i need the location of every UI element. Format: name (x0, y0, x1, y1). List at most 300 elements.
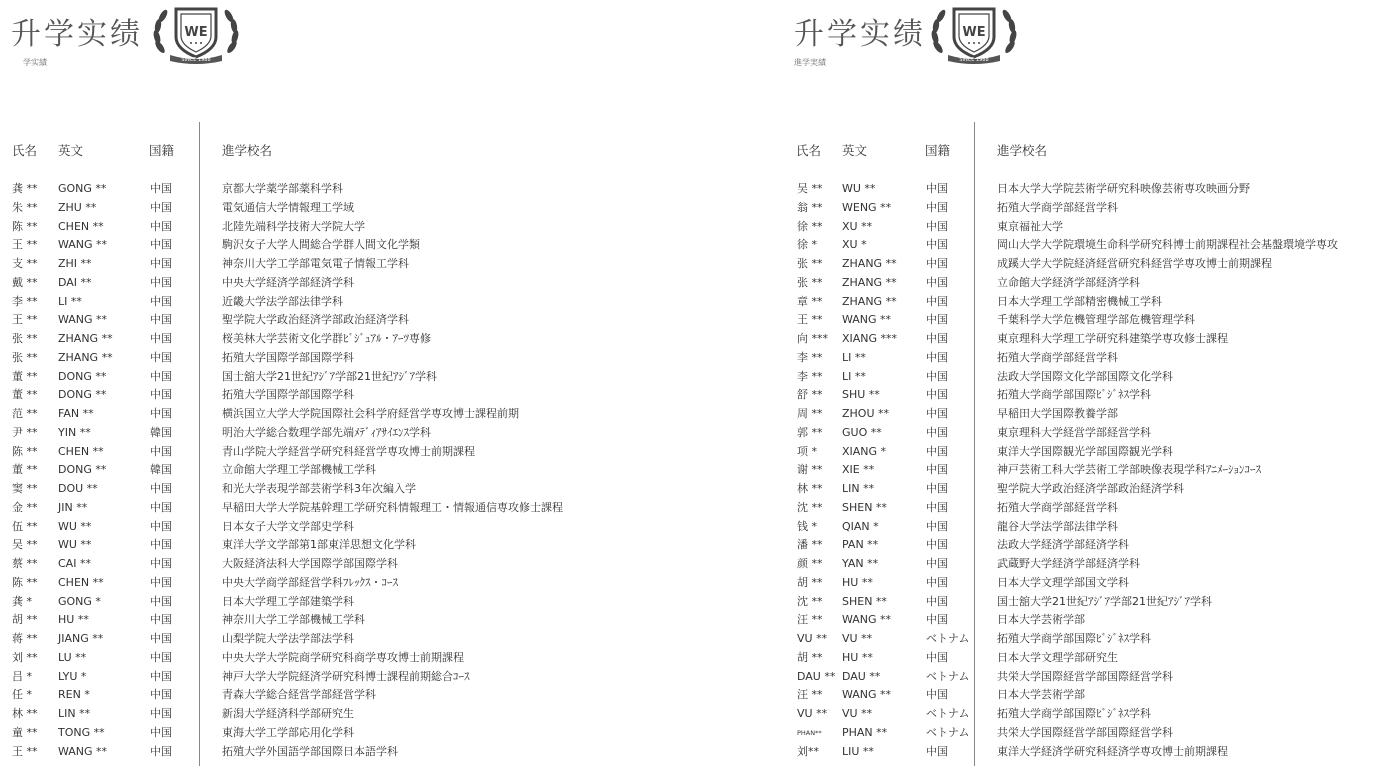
student-name: 向 *** (797, 332, 828, 345)
student-english-name: DONG ** (58, 369, 107, 383)
student-english-name: WU ** (58, 519, 92, 533)
student-name: 金 ** (12, 500, 38, 514)
school-name: 拓殖大学商学部国際ﾋﾞｼﾞﾈｽ学科 (997, 388, 1151, 402)
student-english-name: XIANG *** (842, 332, 898, 345)
student-english-name: DONG ** (58, 463, 107, 477)
student-nationality: 中国 (926, 332, 948, 345)
school-name: 龍谷大学法学部法律学科 (997, 519, 1118, 533)
student-name: PHAN** (797, 728, 822, 737)
student-name: 范 ** (12, 407, 38, 420)
school-name: 明治大学総合数理学部先端ﾒﾃﾞｨｱｻｲｴﾝｽ学科 (222, 425, 431, 439)
school-name: 拓殖大学国際学部国際学科 (222, 388, 354, 402)
student-nationality: 中国 (926, 388, 948, 402)
student-nationality: ベトナム (926, 725, 970, 739)
results-list-left (0, 180, 600, 761)
table-row (0, 461, 600, 480)
table-row (0, 199, 600, 218)
student-name: 林 ** (797, 482, 823, 495)
school-name: 拓殖大学商学部経営学科 (997, 200, 1118, 214)
student-english-name: ZHANG ** (842, 275, 897, 289)
school-name: 京都大学薬学部薬科学科 (222, 182, 343, 195)
table-row (785, 330, 1373, 349)
school-name: 拓殖大学商学部経営学科 (997, 500, 1118, 514)
student-english-name: SHU ** (842, 388, 880, 402)
laurel-right-icon (223, 8, 240, 54)
student-english-name: ZHANG ** (842, 257, 897, 270)
student-name: VU ** (797, 632, 828, 645)
laurel-left-icon (152, 8, 169, 54)
table-row (785, 218, 1373, 237)
school-name: 拓殖大学商学部国際ﾋﾞｼﾞﾈｽ学科 (997, 632, 1151, 645)
school-name: 共栄大学国際経営学部国際経営学科 (997, 725, 1173, 739)
student-english-name: DAI ** (58, 275, 92, 289)
student-name: 胡 ** (797, 575, 823, 589)
school-name: 立命館大学経済学部経済学科 (997, 275, 1140, 289)
student-nationality: 中国 (926, 425, 948, 439)
page-subtitle: 進学実績 (794, 58, 826, 67)
student-english-name: XIE ** (842, 463, 875, 477)
school-name: 山梨学院大学法学部法学科 (222, 632, 354, 645)
student-name: 刘 ** (12, 650, 38, 664)
table-row (0, 499, 600, 518)
table-row (0, 611, 600, 630)
table-row (785, 611, 1373, 630)
table-row (0, 386, 600, 405)
student-nationality: 韓国 (150, 463, 172, 477)
school-name: 神戸芸術工科大学芸術工学部映像表現学科ｱﾆﾒｰｼｮﾝｺｰｽ (997, 463, 1261, 477)
student-nationality: 中国 (926, 463, 948, 477)
student-name: 项 * (797, 444, 817, 458)
school-name: 共栄大学国際経営学部国際経営学科 (997, 669, 1173, 683)
laurel-right-icon (1001, 8, 1018, 54)
student-nationality: 中国 (150, 482, 172, 495)
table-row (0, 555, 600, 574)
student-name: 伍 ** (12, 519, 38, 533)
student-nationality: 中国 (926, 500, 948, 514)
student-english-name: HU ** (842, 650, 873, 664)
student-nationality: 中国 (150, 257, 172, 270)
student-name: 王 ** (12, 744, 38, 758)
student-name: 童 ** (12, 725, 38, 739)
student-name: 郭 ** (797, 425, 823, 439)
student-nationality: 中国 (926, 369, 948, 383)
table-row (785, 255, 1373, 274)
student-name: 董 ** (12, 388, 38, 402)
student-english-name: PHAN ** (842, 725, 888, 739)
student-name: 徐 * (797, 238, 817, 252)
student-name: 龚 ** (12, 182, 38, 195)
student-english-name: QIAN * (842, 519, 879, 533)
student-nationality: 中国 (926, 575, 948, 589)
student-nationality: 中国 (150, 294, 172, 308)
right-panel (785, 0, 1373, 781)
student-name: 李 ** (797, 369, 823, 383)
student-name: 张 ** (12, 350, 38, 364)
school-name: 成蹊大学大学院経済経営研究科経営学専攻博士前期課程 (997, 257, 1272, 270)
table-row (0, 743, 600, 762)
student-name: 舒 ** (797, 388, 823, 402)
student-english-name: WANG ** (58, 313, 108, 327)
student-name: 刘** (797, 744, 819, 758)
school-name: 東洋大学文学部第1部東洋思想文化学科 (222, 538, 416, 552)
table-row (0, 593, 600, 612)
school-name: 東京理科大学理工学研究科建築学専攻修士課程 (997, 332, 1228, 345)
student-english-name: CHEN ** (58, 444, 104, 458)
student-nationality: 中国 (926, 313, 948, 327)
student-english-name: WANG ** (842, 313, 892, 327)
table-row (0, 311, 600, 330)
table-row (0, 668, 600, 687)
table-row (785, 724, 1373, 743)
school-name: 東洋大学国際観光学部国際観光学科 (997, 444, 1173, 458)
student-name: 陈 ** (12, 575, 38, 589)
table-row (0, 424, 600, 443)
student-english-name: DOU ** (58, 482, 98, 495)
student-english-name: SHEN ** (842, 594, 887, 608)
school-name: 日本大学文理学部国文学科 (997, 575, 1129, 589)
student-name: DAU ** (797, 669, 836, 683)
table-row (785, 368, 1373, 387)
school-name: 岡山大学大学院環境生命科学研究科博士前期課程社会基盤環境学専攻 (997, 238, 1338, 252)
table-row (785, 668, 1373, 687)
school-name: 中央大学大学院商学研究科商学専攻博士前期課程 (222, 650, 464, 664)
school-name: 日本大学芸術学部 (997, 688, 1085, 702)
student-nationality: 中国 (150, 350, 172, 364)
student-english-name: SHEN ** (842, 500, 887, 514)
school-name: 日本大学文理学部研究生 (997, 650, 1118, 664)
student-name: 章 ** (797, 294, 823, 308)
school-name: 法政大学経済学部経済学科 (997, 538, 1129, 552)
student-english-name: LIU ** (842, 744, 874, 758)
student-nationality: 中国 (926, 219, 948, 233)
table-row (0, 705, 600, 724)
student-name: VU ** (797, 707, 828, 720)
school-name: 日本女子大学文学部史学科 (222, 519, 354, 533)
student-nationality: 中国 (150, 707, 172, 720)
table-row (0, 349, 600, 368)
school-name: 青森大学総合経営学部経営学科 (222, 688, 376, 702)
student-name: 吴 ** (12, 538, 38, 552)
table-row (785, 536, 1373, 555)
student-name: 朱 ** (12, 200, 38, 214)
student-nationality: 中国 (150, 613, 172, 627)
student-english-name: HU ** (842, 575, 873, 589)
school-name: 神奈川大学工学部機械工学科 (222, 613, 365, 627)
student-english-name: LI ** (842, 369, 866, 383)
student-name: 陈 ** (12, 219, 38, 233)
student-nationality: 中国 (926, 557, 948, 570)
student-nationality: 中国 (926, 688, 948, 702)
school-name: 新潟大学経済科学部研究生 (222, 707, 354, 720)
student-english-name: JIANG ** (58, 632, 104, 645)
school-name: 東京福祉大学 (997, 219, 1063, 233)
school-name: 拓殖大学商学部経営学科 (997, 350, 1118, 364)
student-nationality: ベトナム (926, 707, 970, 720)
student-english-name: VU ** (842, 632, 873, 645)
student-nationality: 中国 (150, 238, 172, 252)
school-name: 聖学院大学政治経済学部政治経済学科 (997, 482, 1184, 495)
table-row (785, 630, 1373, 649)
page-title: 升学实绩 (11, 17, 143, 52)
student-nationality: 中国 (926, 594, 948, 608)
school-name: 国士舘大学21世紀ｱｼﾞｱ学部21世紀ｱｼﾞｱ学科 (997, 594, 1212, 608)
student-nationality: 中国 (926, 407, 948, 420)
student-nationality: 中国 (150, 632, 172, 645)
table-row (0, 686, 600, 705)
student-nationality: 中国 (926, 613, 948, 627)
table-row (0, 630, 600, 649)
student-nationality: 中国 (150, 669, 172, 683)
table-row (785, 274, 1373, 293)
school-name: 東洋大学経済学研究科経済学専攻博士前期課程 (997, 744, 1228, 758)
school-name: 拓殖大学商学部国際ﾋﾞｼﾞﾈｽ学科 (997, 707, 1151, 720)
student-nationality: 中国 (926, 350, 948, 364)
student-english-name: PAN ** (842, 538, 879, 552)
student-english-name: HU ** (58, 613, 89, 627)
school-name: 青山学院大学経営学研究科経営学専攻博士前期課程 (222, 444, 475, 458)
student-english-name: CHEN ** (58, 575, 104, 589)
table-row (785, 349, 1373, 368)
table-row (0, 649, 600, 668)
student-english-name: ZHOU ** (842, 407, 890, 420)
student-nationality: 中国 (926, 294, 948, 308)
school-name: 神奈川大学工学部電気電子情報工学科 (222, 257, 409, 270)
student-name: 林 ** (12, 707, 38, 720)
school-name: 東海大学工学部応用化学科 (222, 725, 354, 739)
student-english-name: GONG * (58, 594, 101, 608)
school-name: 横浜国立大学大学院国際社会科学府経営学専攻博士課程前期 (222, 407, 519, 420)
student-name: 汪 ** (797, 613, 823, 627)
student-nationality: 中国 (150, 407, 172, 420)
student-nationality: ベトナム (926, 632, 970, 645)
school-name: 法政大学国際文化学部国際文化学科 (997, 369, 1173, 383)
student-english-name: WANG ** (842, 688, 892, 702)
student-name: 胡 ** (797, 650, 823, 664)
student-nationality: 中国 (150, 594, 172, 608)
student-english-name: DONG ** (58, 388, 107, 402)
student-nationality: 中国 (150, 575, 172, 589)
logo-since: SINCE 1988 (959, 57, 989, 63)
table-row (785, 424, 1373, 443)
student-nationality: 中国 (150, 332, 172, 345)
student-english-name: XU * (842, 238, 867, 252)
student-name: 胡 ** (12, 613, 38, 627)
school-name: 日本大学大学院芸術学研究科映像芸術専攻映画分野 (997, 182, 1250, 195)
student-name: 任 * (12, 688, 32, 702)
student-english-name: ZHU ** (58, 200, 97, 214)
student-name: 周 ** (797, 407, 823, 420)
table-row (0, 330, 600, 349)
student-nationality: 中国 (150, 444, 172, 458)
student-nationality: 中国 (926, 444, 948, 458)
student-nationality: 中国 (150, 388, 172, 402)
student-nationality: 中国 (150, 557, 172, 570)
student-nationality: 中国 (926, 238, 948, 252)
student-english-name: LIN ** (58, 707, 91, 720)
school-name: 日本大学理工学部建築学科 (222, 594, 354, 608)
student-nationality: 韓国 (150, 425, 172, 439)
school-name: 武蔵野大学経済学部経済学科 (997, 557, 1140, 570)
school-name: 桜美林大学芸術文化学群ﾋﾞｼﾞｭｱﾙ・ｱｰﾂ専修 (222, 332, 431, 345)
student-english-name: WU ** (58, 538, 92, 552)
student-english-name: GONG ** (58, 182, 107, 195)
student-name: 张 ** (797, 257, 823, 270)
student-name: 蔡 ** (12, 557, 38, 570)
student-name: 沈 ** (797, 594, 823, 608)
student-nationality: 中国 (926, 275, 948, 289)
student-name: 窦 ** (12, 482, 38, 495)
student-name: 戴 ** (12, 275, 38, 289)
page-title: 升学实绩 (794, 17, 926, 52)
student-nationality: 中国 (926, 182, 948, 195)
school-name: 早稲田大学国際教養学部 (997, 407, 1118, 420)
laurel-left-icon (930, 8, 947, 54)
table-row (785, 593, 1373, 612)
student-nationality: 中国 (926, 482, 948, 495)
student-name: 钱 * (797, 519, 817, 533)
student-english-name: CHEN ** (58, 219, 104, 233)
student-english-name: XIANG * (842, 444, 887, 458)
table-row (0, 724, 600, 743)
student-nationality: 中国 (150, 650, 172, 664)
table-row (785, 293, 1373, 312)
student-nationality: 中国 (926, 519, 948, 533)
student-name: 颜 ** (797, 557, 823, 570)
table-row (785, 236, 1373, 255)
school-name: 聖学院大学政治経済学部政治経済学科 (222, 313, 409, 327)
table-row (0, 274, 600, 293)
col-header-english: 英文 (58, 143, 84, 158)
table-row (785, 461, 1373, 480)
table-row (785, 199, 1373, 218)
student-english-name: LIN ** (842, 482, 875, 495)
table-row (0, 368, 600, 387)
school-logo-icon (928, 3, 1020, 65)
student-english-name: WENG ** (842, 200, 892, 214)
student-name: 蒋 ** (12, 632, 38, 645)
table-row (785, 555, 1373, 574)
student-nationality: 中国 (150, 688, 172, 702)
table-row (0, 293, 600, 312)
student-name: 王 ** (797, 313, 823, 327)
student-name: 董 ** (12, 369, 38, 383)
table-row (0, 405, 600, 424)
student-name: 龚 * (12, 594, 32, 608)
student-nationality: 中国 (150, 275, 172, 289)
school-name: 北陸先端科学技術大学院大学 (222, 219, 365, 233)
logo-since: SINCE 1988 (181, 57, 211, 63)
table-row (0, 180, 600, 199)
student-nationality: 中国 (926, 538, 948, 552)
student-english-name: WU ** (842, 182, 876, 195)
student-name: 陈 ** (12, 444, 38, 458)
school-name: 国士舘大学21世紀ｱｼﾞｱ学部21世紀ｱｼﾞｱ学科 (222, 369, 437, 383)
student-english-name: GUO ** (842, 425, 882, 439)
school-name: 日本大学理工学部精密機械工学科 (997, 294, 1162, 308)
table-row (0, 518, 600, 537)
table-row (785, 443, 1373, 462)
student-english-name: YAN ** (842, 557, 879, 570)
student-name: 李 ** (12, 294, 38, 308)
col-header-name: 氏名 (12, 143, 38, 158)
school-name: 拓殖大学外国語学部国際日本語学科 (222, 744, 398, 758)
school-name: 大阪経済法科大学国際学部国際学科 (222, 557, 398, 570)
student-english-name: WANG ** (842, 613, 892, 627)
student-english-name: JIN ** (58, 500, 88, 514)
school-name: 駒沢女子大学人間総合学群人間文化学類 (222, 238, 420, 252)
table-row (785, 311, 1373, 330)
student-name: 尹 ** (12, 425, 38, 439)
page-subtitle: 学实績 (23, 58, 47, 67)
table-row (0, 255, 600, 274)
student-english-name: LU ** (58, 650, 87, 664)
school-name: 立命館大学理工学部機械工学科 (222, 463, 376, 477)
student-english-name: YIN ** (58, 425, 91, 439)
student-english-name: DAU ** (842, 669, 881, 683)
school-logo-icon (150, 3, 242, 65)
student-english-name: ZHANG ** (842, 294, 897, 308)
student-english-name: LI ** (842, 350, 866, 364)
student-english-name: ZHANG ** (58, 332, 113, 345)
student-nationality: 中国 (150, 725, 172, 739)
table-row (785, 180, 1373, 199)
student-english-name: ZHI ** (58, 257, 92, 270)
student-name: 李 ** (797, 350, 823, 364)
student-name: 张 ** (12, 332, 38, 345)
student-nationality: 中国 (926, 650, 948, 664)
school-name: 千葉科学大学危機管理学部危機管理学科 (997, 313, 1195, 327)
col-header-school: 進学校名 (997, 143, 1048, 158)
logo-text: WE (962, 25, 986, 40)
table-row (785, 686, 1373, 705)
table-row (0, 480, 600, 499)
student-name: 徐 ** (797, 219, 823, 233)
table-row (785, 705, 1373, 724)
student-english-name: FAN ** (58, 407, 94, 420)
student-english-name: VU ** (842, 707, 873, 720)
student-english-name: TONG ** (58, 725, 105, 739)
table-row (785, 743, 1373, 762)
logo-text: WE (184, 25, 208, 40)
student-nationality: 中国 (150, 182, 172, 195)
left-panel (0, 0, 600, 781)
table-row (785, 386, 1373, 405)
student-nationality: 中国 (926, 257, 948, 270)
table-row (0, 443, 600, 462)
student-nationality: 中国 (150, 219, 172, 233)
table-row (0, 536, 600, 555)
student-name: 潘 ** (797, 538, 823, 552)
school-name: 日本大学芸術学部 (997, 613, 1085, 627)
col-header-school: 進学校名 (222, 143, 273, 158)
school-name: 和光大学表現学部芸術学科3年次編入学 (222, 482, 416, 495)
student-name: 吕 * (12, 669, 32, 683)
school-name: 神戸大学大学院経済学研究科博士課程前期総合ｺｰｽ (222, 669, 470, 683)
student-english-name: ZHANG ** (58, 350, 113, 364)
table-row (0, 236, 600, 255)
table-row (0, 218, 600, 237)
col-header-nationality: 国籍 (925, 143, 951, 158)
table-row (0, 574, 600, 593)
student-english-name: REN * (58, 688, 90, 702)
school-name: 中央大学経済学部経済学科 (222, 275, 354, 289)
student-nationality: 中国 (150, 744, 172, 758)
table-row (785, 499, 1373, 518)
school-name: 東京理科大学経営学部経営学科 (997, 425, 1151, 439)
table-row (785, 480, 1373, 499)
student-english-name: LI ** (58, 294, 82, 308)
student-nationality: 中国 (150, 538, 172, 552)
